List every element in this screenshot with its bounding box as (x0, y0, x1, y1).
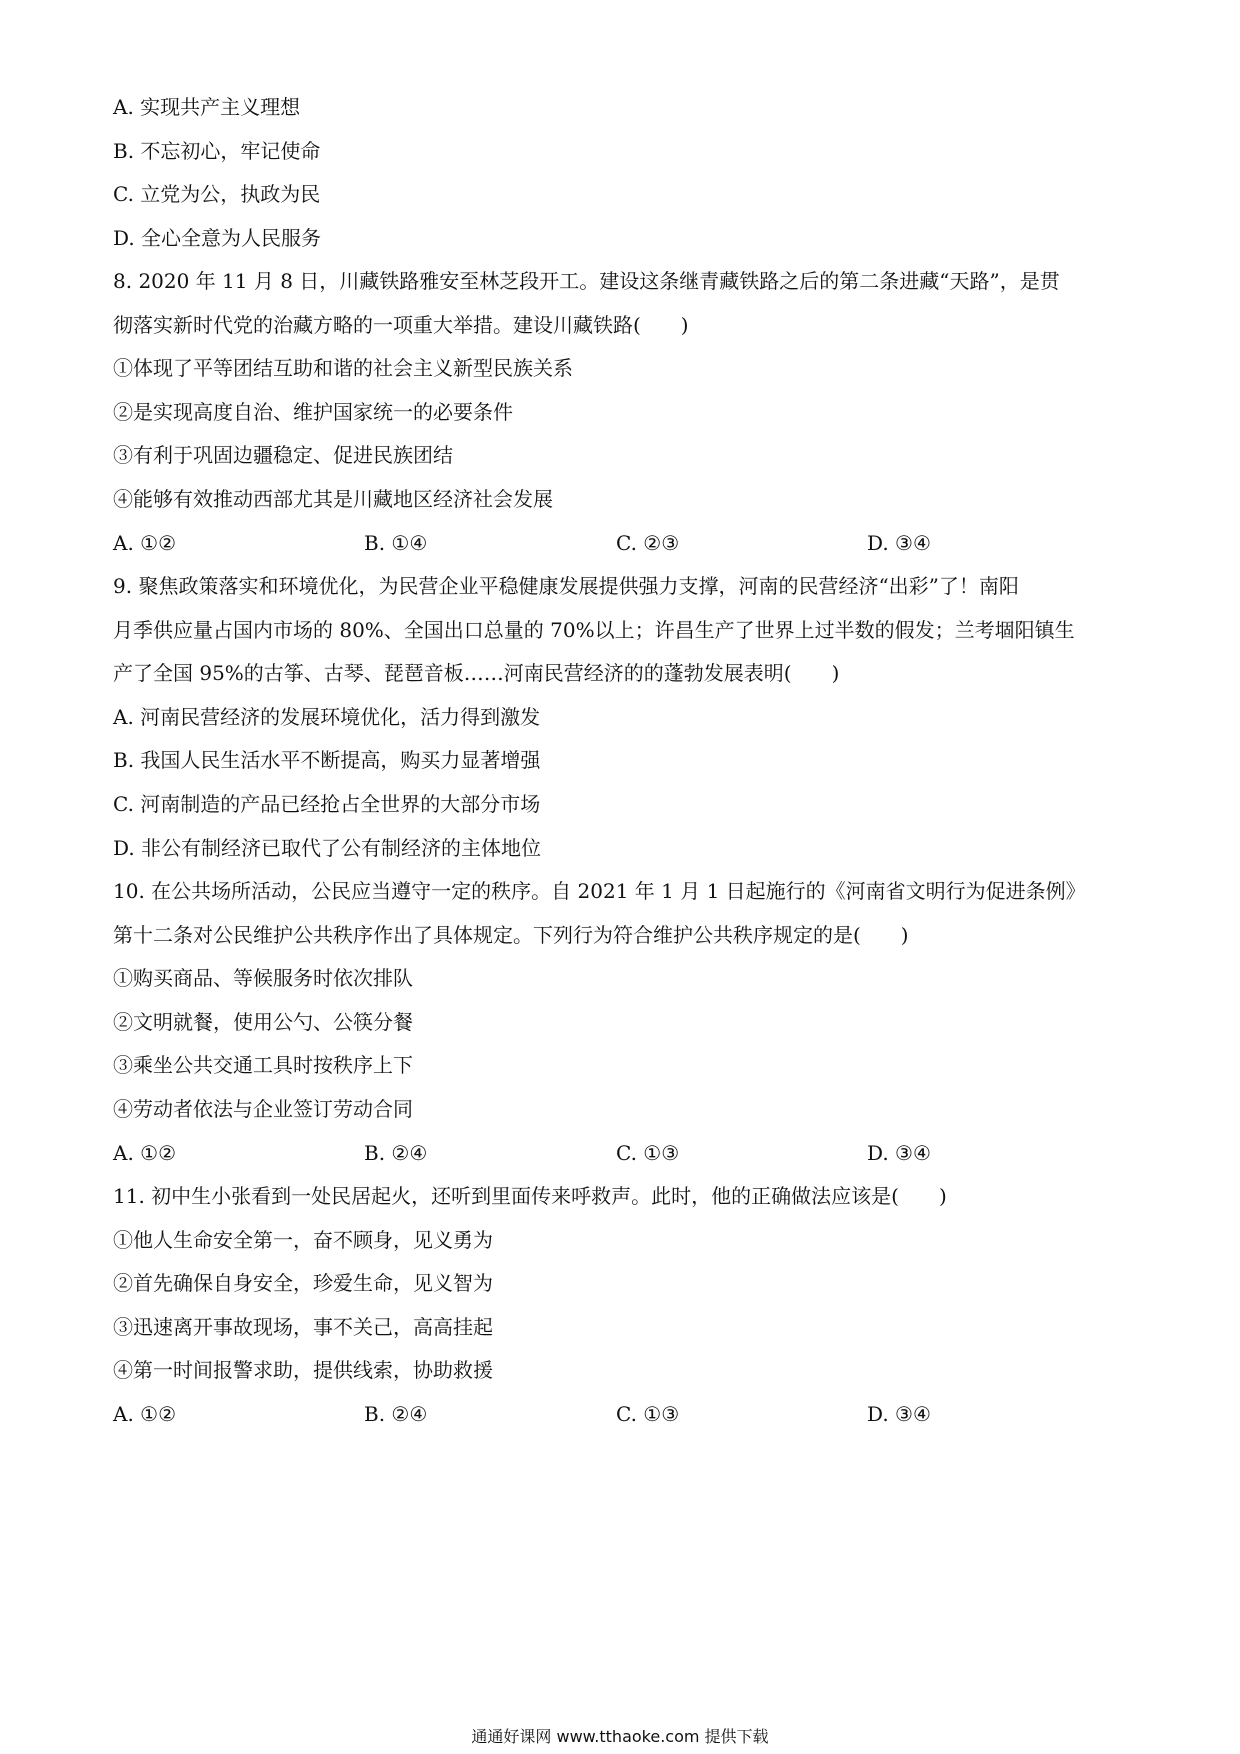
q11-stem-line-1: 11. 初中生小张看到一处民居起火，还听到里面传来呼救声。此时，他的正确做法应该是( ) (113, 1184, 947, 1208)
q11-choice-d: D. ③④ (867, 1402, 931, 1426)
q10-choice-b: B. ②④ (364, 1141, 428, 1165)
q10-item-1: ①购买商品、等候服务时依次排队 (113, 966, 413, 990)
q10-choice-a: A. ①② (113, 1141, 177, 1165)
q10-item-2: ②文明就餐，使用公勺、公筷分餐 (113, 1010, 413, 1034)
q10-choice-d: D. ③④ (867, 1141, 931, 1165)
q9-stem-line-1: 9. 聚焦政策落实和环境优化，为民营企业平稳健康发展提供强力支撑，河南的民营经济“出彩”了！南阳 (113, 574, 1019, 598)
q11-item-4: ④第一时间报警求助，提供线索，协助救援 (113, 1358, 493, 1382)
q9-option-c: C. 河南制造的产品已经抢占全世界的大部分市场 (113, 792, 541, 816)
q10-stem-line-2: 第十二条对公民维护公共秩序作出了具体规定。下列行为符合维护公共秩序规定的是( ) (113, 923, 909, 947)
q8-item-1: ①体现了平等团结互助和谐的社会主义新型民族关系 (113, 356, 573, 380)
q9-option-b: B. 我国人民生活水平不断提高，购买力显著增强 (113, 748, 541, 772)
q7-option-b: B. 不忘初心，牢记使命 (113, 139, 321, 163)
q11-item-3: ③迅速离开事故现场，事不关己，高高挂起 (113, 1315, 493, 1339)
q11-item-2: ②首先确保自身安全，珍爱生命，见义智为 (113, 1271, 493, 1295)
q8-item-2: ②是实现高度自治、维护国家统一的必要条件 (113, 400, 513, 424)
q9-stem-line-2: 月季供应量占国内市场的 80%、全国出口总量的 70%以上；许昌生产了世界上过半数的假发；兰考堌阳镇生 (113, 618, 1075, 642)
q8-choice-b: B. ①④ (364, 531, 428, 555)
q11-item-1: ①他人生命安全第一，奋不顾身，见义勇为 (113, 1228, 493, 1252)
q9-option-a: A. 河南民营经济的发展环境优化，活力得到激发 (113, 705, 541, 729)
q8-item-3: ③有利于巩固边疆稳定、促进民族团结 (113, 443, 453, 467)
q11-choice-b: B. ②④ (364, 1402, 428, 1426)
q7-option-d: D. 全心全意为人民服务 (113, 226, 322, 250)
q8-item-4: ④能够有效推动西部尤其是川藏地区经济社会发展 (113, 487, 553, 511)
q10-choice-c: C. ①③ (616, 1141, 680, 1165)
q7-option-a: A. 实现共产主义理想 (113, 95, 301, 119)
q11-choice-c: C. ①③ (616, 1402, 680, 1426)
page-footer: 通通好课网 www.tthaoke.com 提供下载 (471, 1727, 769, 1746)
q8-stem-line-2: 彻落实新时代党的治藏方略的一项重大举措。建设川藏铁路( ) (113, 313, 689, 337)
q8-choice-d: D. ③④ (867, 531, 931, 555)
q8-choice-a: A. ①② (113, 531, 177, 555)
q8-stem-line-1: 8. 2020 年 11 月 8 日，川藏铁路雅安至林芝段开工。建设这条继青藏铁路之后的第二条进藏“天路”，是贯 (113, 269, 1060, 293)
q10-stem-line-1: 10. 在公共场所活动，公民应当遵守一定的秩序。自 2021 年 1 月 1 日起施行的《河南省文明行为促进条例》 (113, 879, 1086, 903)
q9-option-d: D. 非公有制经济已取代了公有制经济的主体地位 (113, 836, 542, 860)
q8-choice-c: C. ②③ (616, 531, 680, 555)
q10-item-3: ③乘坐公共交通工具时按秩序上下 (113, 1053, 413, 1077)
q11-choice-a: A. ①② (113, 1402, 177, 1426)
q10-item-4: ④劳动者依法与企业签订劳动合同 (113, 1097, 413, 1121)
q7-option-c: C. 立党为公，执政为民 (113, 182, 321, 206)
q9-stem-line-3: 产了全国 95%的古筝、古琴、琵琶音板……河南民营经济的的蓬勃发展表明( ) (113, 661, 840, 685)
